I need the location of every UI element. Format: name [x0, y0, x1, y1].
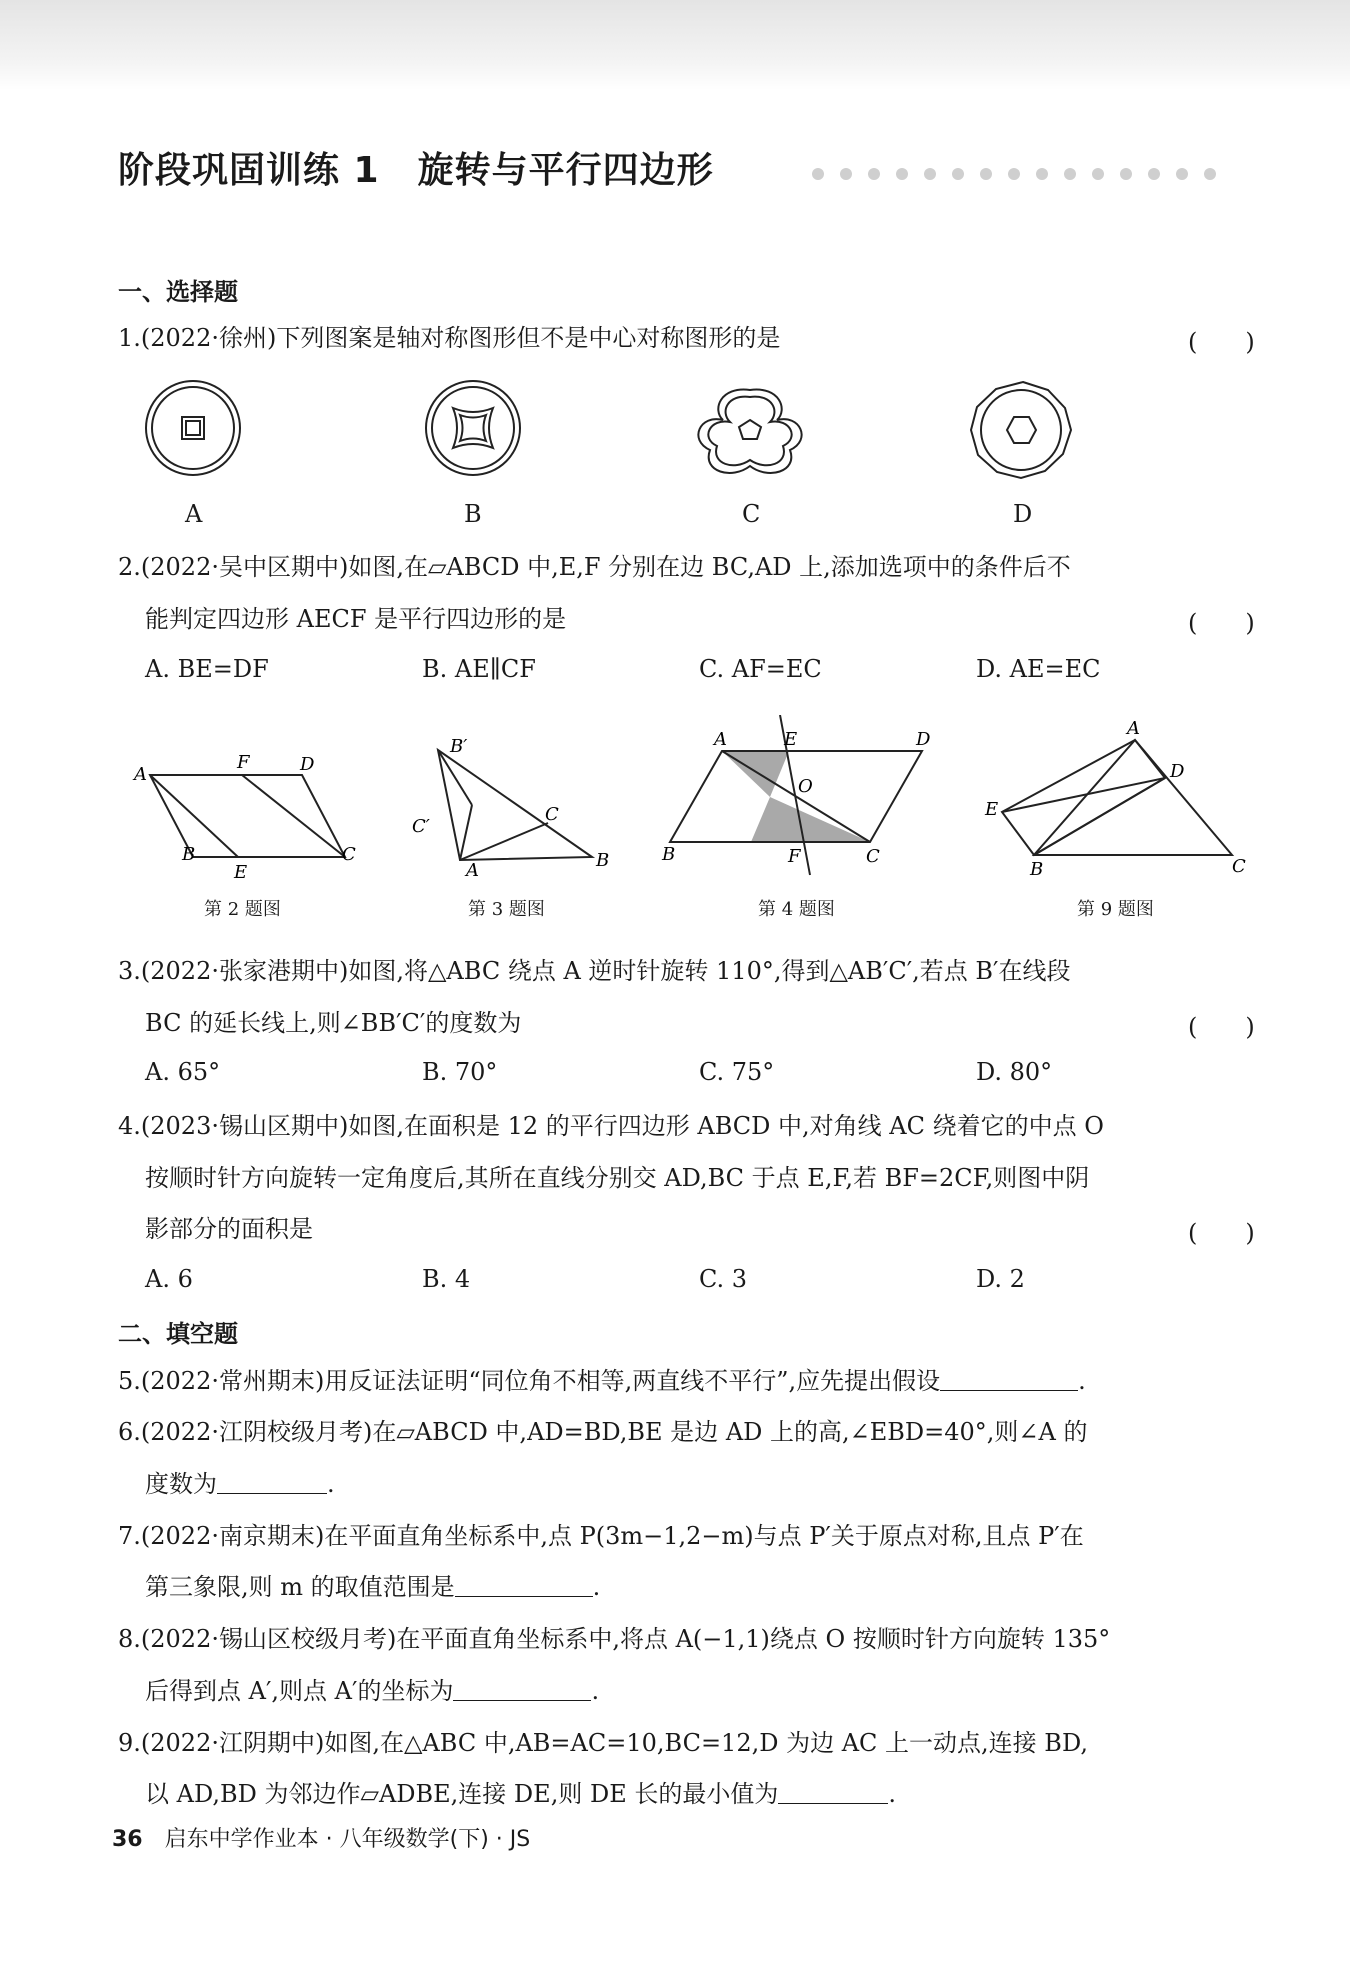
question-3-option-c: C. 75°	[699, 1058, 775, 1086]
fig9-label-c: C	[1232, 856, 1246, 877]
figure-a-coin	[146, 381, 240, 475]
figure-2-caption: 第 2 题图	[204, 899, 281, 920]
question-4-option-d: D. 2	[976, 1265, 1025, 1293]
figure-question-3	[400, 730, 630, 885]
question-8-line2	[145, 1675, 599, 1707]
question-4-option-a: A. 6	[145, 1265, 193, 1293]
fig4-label-d: D	[916, 729, 931, 750]
section-choice-heading: 一、选择题	[118, 278, 238, 306]
question-8-answer-blank[interactable]	[453, 1676, 591, 1701]
question-8-period: .	[591, 1677, 600, 1705]
question-6-text-line1: 6.(2022·江阴校级月考)在▱ABCD 中,AD=BD,BE 是边 AD 上的高,∠EBD=40°,则∠A 的	[118, 1418, 1088, 1446]
question-9-text-line1: 9.(2022·江阴期中)如图,在△ABC 中,AB=AC=10,BC=12,D 为边 AC 上一动点,连接 BD,	[118, 1729, 1088, 1757]
section-fill-heading: 二、填空题	[118, 1320, 238, 1348]
fig3-label-c: C	[545, 804, 559, 825]
question-4-answer-paren: ( )	[1188, 1219, 1255, 1247]
fig4-label-c: C	[866, 846, 880, 867]
figure-4-caption: 第 4 题图	[758, 899, 835, 920]
question-2-text-line1: 2.(2022·吴中区期中)如图,在▱ABCD 中,E,F 分别在边 BC,AD 上,添加选项中的条件后不	[118, 553, 1071, 581]
question-6-period: .	[327, 1470, 335, 1498]
fig9-label-d: D	[1170, 761, 1185, 782]
question-2-text-line2: 能判定四边形 AECF 是平行四边形的是	[145, 605, 567, 633]
fig4-label-b: B	[662, 844, 676, 865]
fig9-label-e: E	[985, 799, 999, 820]
question-4-option-b: B. 4	[422, 1265, 471, 1293]
question-9-text-line2: 以 AD,BD 为邻边作▱ADBE,连接 DE,则 DE 长的最小值为	[145, 1780, 779, 1808]
question-2-answer-paren: ( )	[1188, 609, 1255, 637]
fig2-label-d: D	[300, 754, 315, 775]
question-7-period: .	[592, 1573, 601, 1601]
fig2-label-e: E	[234, 862, 248, 883]
page-footer	[112, 1822, 530, 1853]
figure-question-2	[130, 740, 370, 885]
question-5-answer-blank[interactable]	[940, 1366, 1078, 1391]
question-2-option-d: D. AE=EC	[976, 655, 1101, 683]
title-dots-decoration	[812, 168, 1216, 180]
question-5-period: .	[1078, 1367, 1086, 1395]
option-a-label: A	[185, 500, 203, 528]
question-4-text-line1: 4.(2023·锡山区期中)如图,在面积是 12 的平行四边形 ABCD 中,对角线 AC 绕着它的中点 O	[118, 1112, 1104, 1140]
figure-b-coin	[426, 381, 520, 475]
fig4-label-a: A	[714, 729, 727, 750]
question-4-text-line3: 影部分的面积是	[145, 1215, 313, 1243]
question-3-answer-paren: ( )	[1188, 1013, 1255, 1041]
fig3-label-c1: C′	[412, 816, 430, 837]
figure-question-4	[660, 715, 940, 880]
question-1-text: 1.(2022·徐州)下列图案是轴对称图形但不是中心对称图形的是	[118, 324, 781, 352]
question-2-option-b: B. AE∥CF	[422, 655, 536, 683]
figure-3-caption: 第 3 题图	[468, 899, 545, 920]
question-6-line2	[145, 1468, 335, 1500]
question-3-text-line1: 3.(2022·张家港期中)如图,将△ABC 绕点 A 逆时针旋转 110°,得到△AB′C′,若点 B′在线段	[118, 957, 1071, 985]
question-3-option-d: D. 80°	[976, 1058, 1053, 1086]
question-2-option-c: C. AF=EC	[699, 655, 822, 683]
fig9-label-b: B	[1030, 859, 1044, 880]
question-1-option-figures	[140, 380, 1100, 490]
question-9-period: .	[888, 1780, 896, 1808]
question-3-option-a: A. 65°	[145, 1058, 221, 1086]
fig3-label-a: A	[466, 860, 479, 881]
lesson-title: 阶段巩固训练 1	[118, 150, 380, 191]
question-6-answer-blank[interactable]	[217, 1469, 327, 1494]
fig2-label-f: F	[237, 752, 250, 773]
page-number: 36	[112, 1827, 143, 1852]
topic-title: 旋转与平行四边形	[417, 150, 714, 191]
question-7-text-line1: 7.(2022·南京期末)在平面直角坐标系中,点 P(3m−1,2−m)与点 P′关于原点对称,且点 P′在	[118, 1522, 1084, 1550]
option-d-label: D	[1013, 500, 1033, 528]
fig3-label-b1: B′	[450, 736, 468, 757]
question-7-text-line2: 第三象限,则 m 的取值范围是	[145, 1573, 455, 1601]
question-6-text-line2: 度数为	[145, 1470, 217, 1498]
fig2-label-c: C	[342, 844, 356, 865]
fig4-label-f: F	[788, 846, 801, 867]
question-9-line2	[145, 1778, 896, 1810]
option-c-label: C	[742, 500, 761, 528]
question-2-option-a: A. BE=DF	[145, 655, 269, 683]
question-7-answer-blank[interactable]	[455, 1572, 593, 1597]
question-9-answer-blank[interactable]	[778, 1779, 888, 1804]
fig2-label-a: A	[134, 764, 147, 785]
question-3-text-line2: BC 的延长线上,则∠BB′C′的度数为	[145, 1009, 522, 1037]
question-3-option-b: B. 70°	[422, 1058, 498, 1086]
question-7-line2	[145, 1571, 600, 1603]
fig4-label-o: O	[798, 776, 813, 797]
figure-d-polygon	[971, 382, 1071, 478]
fig4-shaded-lower	[751, 797, 870, 842]
option-b-label: B	[464, 500, 482, 528]
figure-c-flower	[698, 390, 801, 473]
question-5-line	[118, 1365, 1086, 1397]
fig4-label-e: E	[784, 729, 798, 750]
figure-9-caption: 第 9 题图	[1077, 899, 1154, 920]
fig9-label-a: A	[1127, 720, 1140, 739]
question-1-answer-paren: ( )	[1188, 328, 1255, 356]
fig3-label-b: B	[596, 850, 610, 871]
question-8-text-line2: 后得到点 A′,则点 A′的坐标为	[145, 1677, 454, 1705]
figure-question-9	[975, 720, 1255, 885]
question-5-text: 5.(2022·常州期末)用反证法证明“同位角不相等,两直线不平行”,应先提出假设	[118, 1367, 941, 1395]
fig2-label-b: B	[182, 844, 196, 865]
question-4-option-c: C. 3	[699, 1265, 748, 1293]
page-title	[118, 142, 714, 193]
book-title: 启东中学作业本 · 八年级数学(下) · JS	[164, 1827, 531, 1852]
question-8-text-line1: 8.(2022·锡山区校级月考)在平面直角坐标系中,将点 A(−1,1)绕点 O 按顺时针方向旋转 135°	[118, 1625, 1111, 1653]
question-4-text-line2: 按顺时针方向旋转一定角度后,其所在直线分别交 AD,BC 于点 E,F,若 BF=2CF,则图中阴	[145, 1164, 1090, 1192]
